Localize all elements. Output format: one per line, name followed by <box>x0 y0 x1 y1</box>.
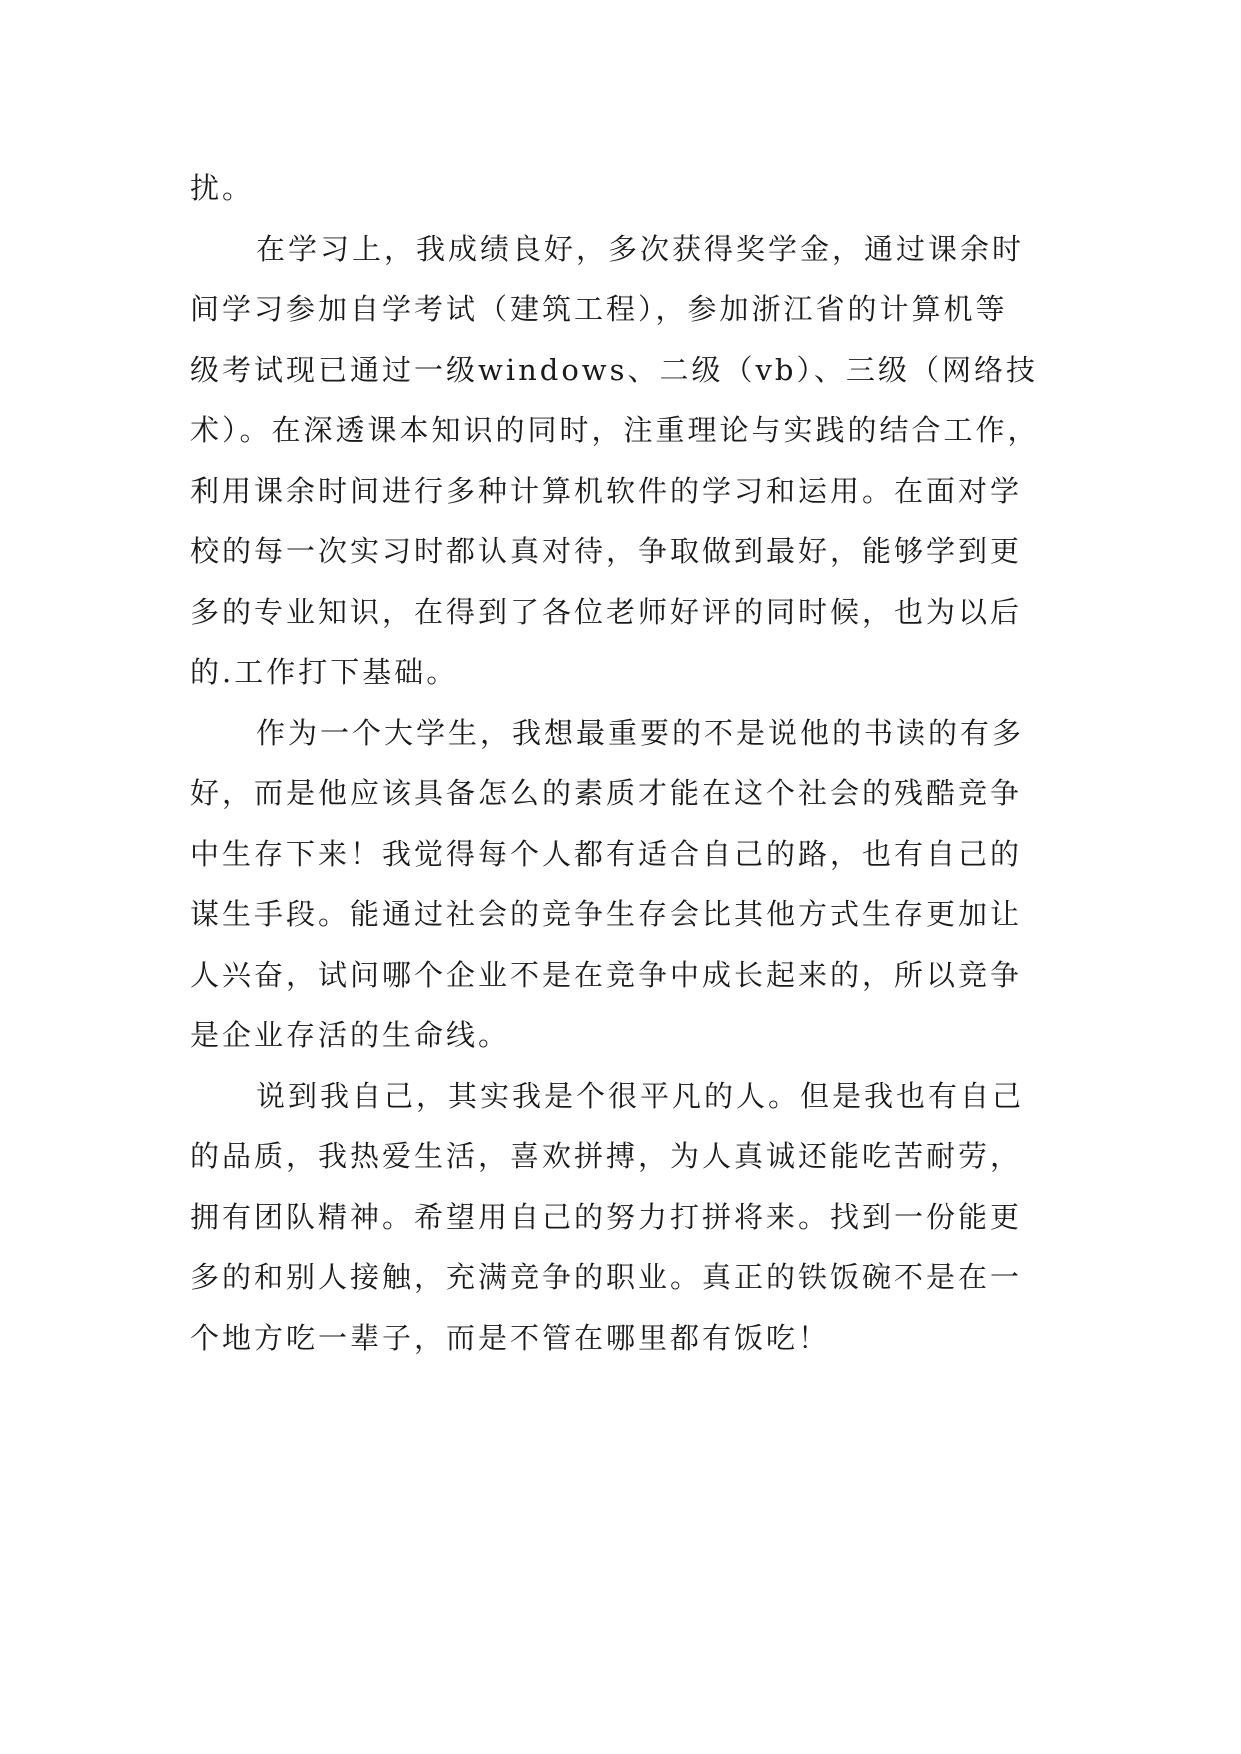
text-line: 人兴奋，试问哪个企业不是在竞争中成长起来的，所以竞争 <box>190 957 1023 992</box>
paragraph <box>190 219 1070 703</box>
text-line: 好，而是他应该具备怎么的素质才能在这个社会的残酷竞争 <box>190 776 1023 810</box>
text-line: 校的每一次实习时都认真对待，争取做到最好，能够学到更 <box>190 534 1023 568</box>
text-line: 说到我自己，其实我是个很平凡的人。但是我也有自己 <box>256 1078 1025 1113</box>
document-body <box>190 158 1070 1368</box>
text-line: 中生存下来！我觉得每个人都有适合自己的路，也有自己的 <box>190 836 1023 871</box>
text-line: 级考试现已通过一级windows、二级（vb）、三级（网络技 <box>190 352 1038 387</box>
text-line: 个地方吃一辈子，而是不管在哪里都有饭吃！ <box>190 1320 831 1355</box>
paragraph <box>190 1066 1070 1369</box>
text-line: 作为一个大学生，我想最重要的不是说他的书读的有多 <box>256 715 1025 750</box>
text-line: 扰。 <box>190 171 255 205</box>
text-line: 谋生手段。能通过社会的竞争生存会比其他方式生存更加让 <box>190 897 1023 931</box>
paragraph <box>190 703 1070 1066</box>
text-line: 的.工作打下基础。 <box>190 655 459 689</box>
text-line: 的品质，我热爱生活，喜欢拼搏，为人真诚还能吃苦耐劳， <box>190 1139 1023 1173</box>
text-line: 利用课余时间进行多种计算机软件的学习和运用。在面对学 <box>190 473 1023 508</box>
text-line: 是企业存活的生命线。 <box>190 1018 511 1052</box>
paragraph <box>190 158 1070 219</box>
text-line: 间学习参加自学考试（建筑工程），参加浙江省的计算机等 <box>190 292 1008 326</box>
text-line: 术）。在深透课本知识的同时，注重理论与实践的结合工作， <box>190 413 1040 447</box>
text-line: 多的和别人接触，充满竞争的职业。真正的铁饭碗不是在一 <box>190 1260 1023 1294</box>
text-line: 拥有团队精神。希望用自己的努力打拼将来。找到一份能更 <box>190 1199 1023 1234</box>
text-line: 在学习上，我成绩良好，多次获得奖学金，通过课余时 <box>256 231 1025 266</box>
text-line: 多的专业知识，在得到了各位老师好评的同时候，也为以后 <box>190 594 1023 629</box>
